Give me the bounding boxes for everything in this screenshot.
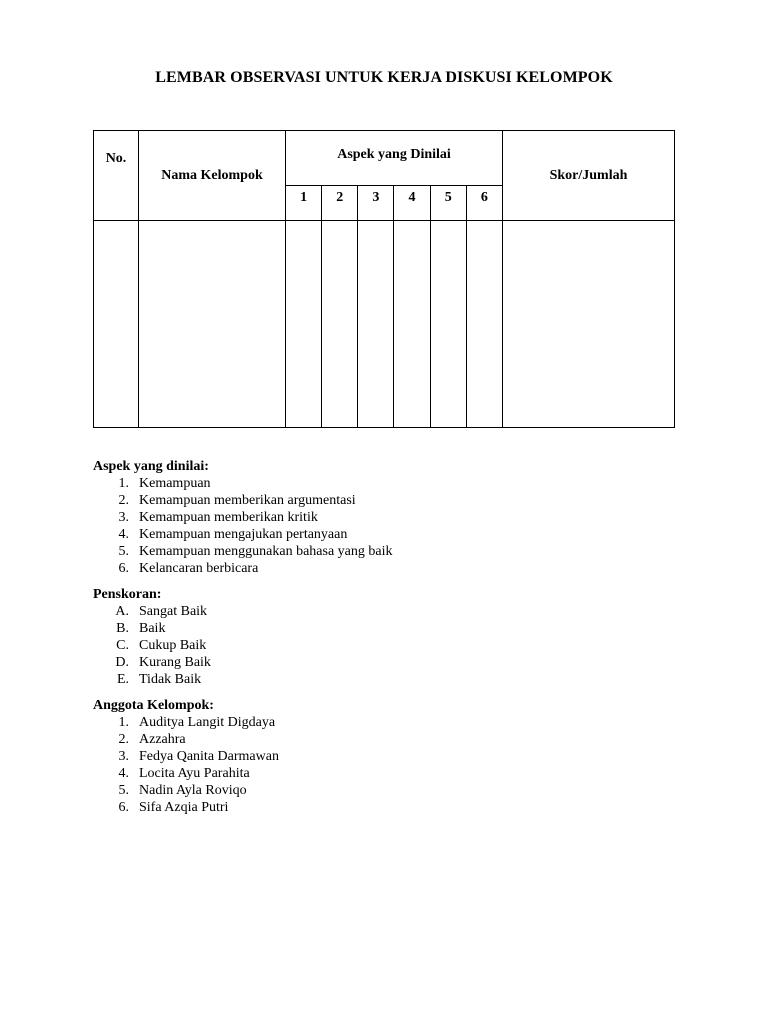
list-marker: 2. <box>118 732 129 747</box>
penskoran-list <box>93 603 211 688</box>
header-skor-jumlah: Skor/Jumlah <box>503 131 675 221</box>
list-item <box>93 492 392 509</box>
list-item <box>93 765 279 782</box>
cell-aspect-4[interactable] <box>394 221 430 428</box>
aspect-number-2 <box>322 186 358 221</box>
list-marker: 3. <box>118 510 129 525</box>
list-marker: 6. <box>118 800 129 815</box>
list-item <box>93 526 392 543</box>
list-item <box>93 782 279 799</box>
cell-no[interactable] <box>94 221 139 428</box>
list-text: Sangat Baik <box>139 604 208 619</box>
list-text: Nadin Ayla Roviqo <box>139 783 247 798</box>
cell-aspect-5[interactable] <box>430 221 466 428</box>
list-text: Azzahra <box>139 732 186 747</box>
penskoran-heading: Penskoran: <box>93 587 162 602</box>
header-no <box>94 131 139 221</box>
list-marker: 4. <box>118 766 129 781</box>
aspect-number-5-label: 5 <box>444 190 452 205</box>
list-text: Sifa Azqia Putri <box>139 800 229 815</box>
list-text: Tidak Baik <box>139 672 202 687</box>
list-marker: C. <box>116 638 129 653</box>
header-no-label: No. <box>105 151 127 166</box>
list-text: Kurang Baik <box>139 655 211 670</box>
header-nama-kelompok: Nama Kelompok <box>139 131 286 221</box>
list-text: Kemampuan mengajukan pertanyaan <box>139 527 348 542</box>
list-marker: 3. <box>118 749 129 764</box>
list-text: Kelancaran berbicara <box>139 561 259 576</box>
list-marker: A. <box>115 604 129 619</box>
list-text: Auditya Langit Digdaya <box>139 715 276 730</box>
aspect-number-6 <box>466 186 502 221</box>
cell-aspect-3[interactable] <box>358 221 394 428</box>
list-text: Kemampuan memberikan argumentasi <box>139 493 356 508</box>
list-text: Kemampuan <box>139 476 211 491</box>
list-item <box>93 560 392 577</box>
document-title: LEMBAR OBSERVASI UNTUK KERJA DISKUSI KELOMPOK <box>155 69 613 86</box>
anggota-heading: Anggota Kelompok: <box>93 698 214 713</box>
list-marker: 2. <box>118 493 129 508</box>
list-item <box>93 748 279 765</box>
aspect-number-6-label: 6 <box>480 190 488 205</box>
list-item <box>93 714 279 731</box>
list-text: Kemampuan menggunakan bahasa yang baik <box>139 544 393 559</box>
cell-nama-kelompok[interactable] <box>139 221 286 428</box>
list-text: Cukup Baik <box>139 638 207 653</box>
list-marker: 5. <box>118 783 129 798</box>
aspect-number-5 <box>430 186 466 221</box>
observation-table <box>93 130 675 428</box>
cell-aspect-6[interactable] <box>466 221 502 428</box>
aspek-list <box>93 475 392 577</box>
aspect-number-4 <box>394 186 430 221</box>
aspek-section <box>93 458 392 577</box>
cell-skor-jumlah[interactable] <box>503 221 675 428</box>
list-item <box>93 543 392 560</box>
list-marker: 1. <box>118 476 129 491</box>
list-text: Kemampuan memberikan kritik <box>139 510 318 525</box>
cell-aspect-2[interactable] <box>322 221 358 428</box>
table-header-row <box>94 131 675 186</box>
header-aspek-label: Aspek yang Dinilai <box>337 147 451 162</box>
anggota-list <box>93 714 279 816</box>
list-item <box>93 620 211 637</box>
aspect-number-2-label: 2 <box>336 190 344 205</box>
anggota-section <box>93 697 279 816</box>
aspect-number-3 <box>358 186 394 221</box>
header-aspek <box>286 131 503 186</box>
list-item <box>93 731 279 748</box>
aspect-number-1 <box>286 186 322 221</box>
list-text: Fedya Qanita Darmawan <box>139 749 279 764</box>
list-text: Locita Ayu Parahita <box>139 766 250 781</box>
list-item <box>93 637 211 654</box>
aspek-heading: Aspek yang dinilai: <box>93 459 209 474</box>
list-marker: E. <box>116 672 129 687</box>
list-marker: 1. <box>118 715 129 730</box>
aspect-number-1-label: 1 <box>300 190 308 205</box>
list-item <box>93 654 211 671</box>
penskoran-section <box>93 586 211 688</box>
cell-aspect-1[interactable] <box>286 221 322 428</box>
list-marker: D. <box>115 655 129 670</box>
list-item <box>93 799 279 816</box>
list-marker: 4. <box>118 527 129 542</box>
list-item <box>93 475 392 492</box>
list-marker: 6. <box>118 561 129 576</box>
list-marker: 5. <box>118 544 129 559</box>
aspect-number-3-label: 3 <box>372 190 380 205</box>
list-marker: B. <box>116 621 129 636</box>
list-item <box>93 603 211 620</box>
list-text: Baik <box>139 621 166 636</box>
list-item <box>93 509 392 526</box>
table-row <box>94 221 675 428</box>
aspect-number-4-label: 4 <box>408 190 416 205</box>
list-item <box>93 671 211 688</box>
